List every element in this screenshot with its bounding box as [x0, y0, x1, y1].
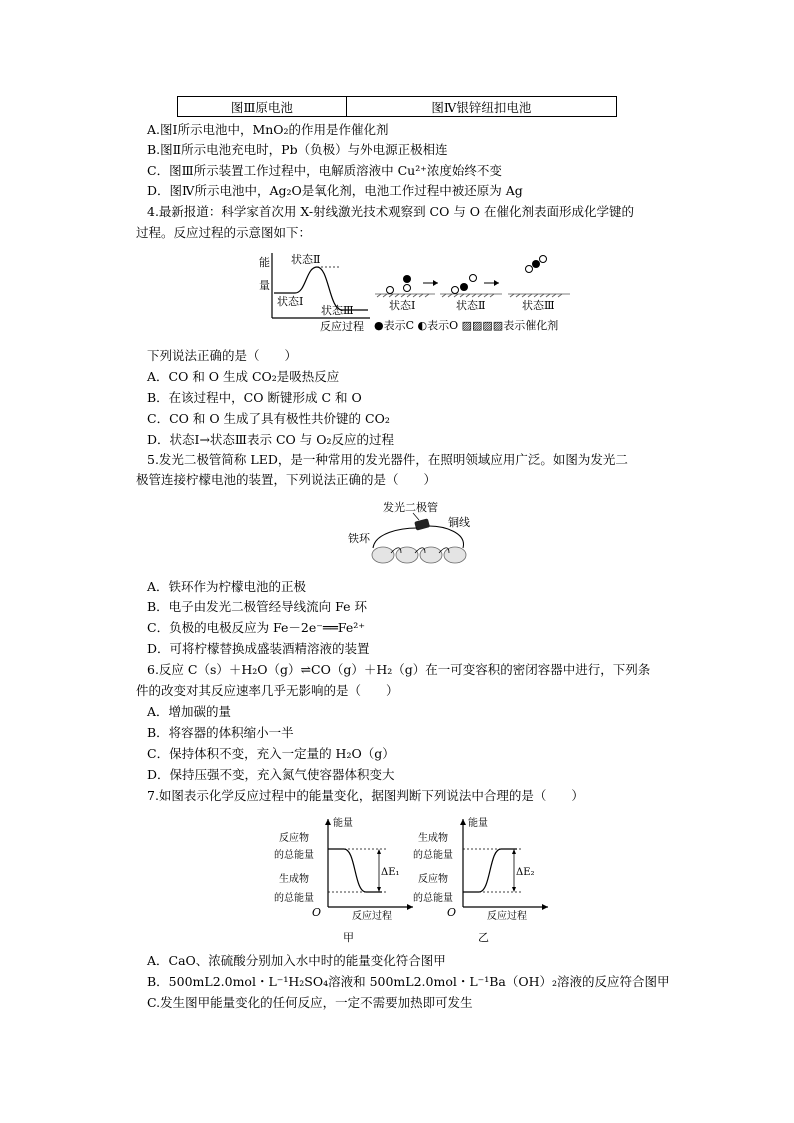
q7-option-b: B．500mL2.0mol・L⁻¹H₂SO₄溶液和 500mL2.0mol・L⁻¹Ba（OH）₂溶液的反应符合图甲 [147, 974, 670, 989]
jia-delta-label: ΔE₁ [381, 867, 400, 878]
lemon [372, 547, 394, 563]
q4-x-label: 反应过程 [320, 320, 364, 333]
q3-option-c: C．图Ⅲ所示装置工作过程中，电解质溶液中 Cu²⁺浓度始终不变 [147, 163, 502, 178]
arrow-2-head [494, 280, 499, 286]
q4-state1-label: 状态Ⅰ [277, 295, 304, 308]
carbon-atom [403, 275, 411, 283]
q5-lemon-battery-figure [345, 498, 490, 573]
jia-top-label-1: 反应物 [279, 833, 309, 844]
q4-option-d: D．状态Ⅰ→状态Ⅲ表示 CO 与 O₂反应的过程 [147, 432, 394, 447]
jia-y-arrow [325, 819, 331, 825]
q4-option-b: B．在该过程中，CO 断键形成 C 和 O [147, 390, 362, 405]
copper-wire-label: 铜线 [448, 516, 470, 529]
lemon [444, 547, 466, 563]
jia-curve [328, 849, 382, 892]
jia-x-label: 反应过程 [352, 911, 392, 922]
q6-stem-line1: 6.反应 C（s）＋H₂O（g）⇌CO（g）＋H₂（g）在一可变容积的密闭容器中进行，下列条 [147, 662, 651, 677]
q7-option-a: A．CaO、浓硫酸分别加入水中时的能量变化符合图甲 [147, 953, 446, 968]
led-pointer [413, 513, 419, 520]
yi-delta-label: ΔE₂ [516, 867, 535, 878]
lemon [420, 547, 442, 563]
q6-option-d: D．保持压强不变，充入氮气使容器体积变大 [147, 767, 395, 782]
arrow-1-head [433, 280, 438, 286]
led-label: 发光二极管 [383, 501, 438, 514]
q5-option-c: C．负极的电极反应为 Fe－2e⁻══Fe²⁺ [147, 620, 365, 635]
oxygen-atom [452, 287, 459, 294]
q5-option-a: A．铁环作为柠檬电池的正极 [147, 579, 307, 594]
oxygen-atom [526, 266, 533, 273]
jia-x-arrow [407, 904, 413, 910]
led-body [414, 518, 430, 530]
q7-energy-diagrams [270, 812, 560, 947]
yi-origin: O [447, 906, 457, 919]
lemon [396, 547, 418, 563]
q5-option-b: B．电子由发光二极管经导线流向 Fe 环 [147, 599, 368, 614]
q6-option-b: B．将容器的体积缩小一半 [147, 725, 294, 740]
figure-caption-table [177, 96, 617, 117]
yi-bottom-label-2: 的总能量 [413, 893, 453, 904]
caption-cell-fig3: 图Ⅲ原电池 [178, 97, 347, 117]
oxygen-atom [470, 275, 477, 282]
q3-option-b: B.图Ⅱ所示电池充电时，Pb（负极）与外电源正极相连 [147, 142, 448, 157]
q7-option-c: C.发生图甲能量变化的任何反应，一定不需要加热即可发生 [147, 995, 473, 1010]
q4-state1-caption: 状态Ⅰ [389, 299, 416, 312]
jia-bottom-label-2: 的总能量 [274, 893, 314, 904]
q4-y-label-1: 能 [259, 256, 270, 269]
yi-curve [463, 849, 517, 892]
yi-top-label-1: 生成物 [418, 833, 448, 844]
q5-option-d: D．可将柠檬替换成盛装酒精溶液的装置 [147, 641, 370, 656]
jia-energy-label: 能量 [333, 818, 353, 829]
oxygen-atom [404, 285, 411, 292]
q4-state3-label: 状态Ⅲ [321, 304, 354, 317]
q4-state2-label: 状态Ⅱ [291, 253, 321, 266]
q4-option-a: A．CO 和 O 生成 CO₂是吸热反应 [147, 369, 340, 384]
yi-energy-label: 能量 [468, 818, 488, 829]
q7-stem: 7.如图表示化学反应过程中的能量变化，据图判断下列说法中合理的是（ ） [147, 788, 584, 803]
yi-bottom-label-1: 反应物 [418, 874, 448, 885]
q3-option-d: D．图Ⅳ所示电池中，Ag₂O是氧化剂，电池工作过程中被还原为 Ag [147, 183, 523, 198]
carbon-atom [532, 260, 540, 268]
catalyst-surfaces [375, 294, 570, 297]
q3-option-a: A.图Ⅰ所示电池中，MnO₂的作用是作催化剂 [147, 122, 389, 137]
q6-option-c: C．保持体积不变，充入一定量的 H₂O（g） [147, 746, 395, 761]
q4-stem-line2: 过程。反应过程的示意图如下： [136, 225, 312, 240]
q5-stem-line1: 5.发光二极管简称 LED，是一种常用的发光器件，在照明领域应用广泛。如图为发光二 [147, 452, 628, 467]
caption-cell-fig4: 图Ⅳ银锌纽扣电池 [346, 97, 616, 117]
q4-state2-caption: 状态Ⅱ [456, 299, 486, 312]
q4-option-c: C．CO 和 O 生成了具有极性共价键的 CO₂ [147, 411, 390, 426]
jia-origin: O [312, 906, 322, 919]
yi-top-label-2: 的总能量 [413, 850, 453, 861]
carbon-atom [460, 283, 468, 291]
oxygen-atom [387, 287, 394, 294]
q6-option-a: A．增加碳的量 [147, 704, 232, 719]
q4-energy-diagram [250, 250, 600, 335]
q4-question: 下列说法正确的是（ ） [147, 348, 298, 363]
q4-stem-line1: 4.最新报道：科学家首次用 X-射线激光技术观察到 CO 与 O 在催化剂表面形成化学键的 [147, 204, 635, 219]
yi-x-label: 反应过程 [487, 911, 527, 922]
yi-y-arrow [460, 819, 466, 825]
jia-caption: 甲 [343, 931, 354, 944]
q4-legend: ●表示C ◐表示O ▨▨▨▨表示催化剂 [374, 319, 559, 332]
q6-stem-line2: 件的改变对其反应速率几乎无影响的是（ ） [136, 683, 399, 698]
jia-top-label-2: 的总能量 [274, 850, 314, 861]
yi-x-arrow [542, 904, 548, 910]
oxygen-atom [540, 256, 547, 263]
yi-caption: 乙 [478, 931, 489, 944]
iron-ring-label: 铁环 [348, 532, 370, 545]
q4-state3-caption: 状态Ⅲ [522, 299, 555, 312]
q5-stem-line2: 极管连接柠檬电池的装置，下列说法正确的是（ ） [136, 472, 437, 487]
q4-y-label-2: 量 [259, 279, 270, 292]
jia-bottom-label-1: 生成物 [279, 874, 309, 885]
